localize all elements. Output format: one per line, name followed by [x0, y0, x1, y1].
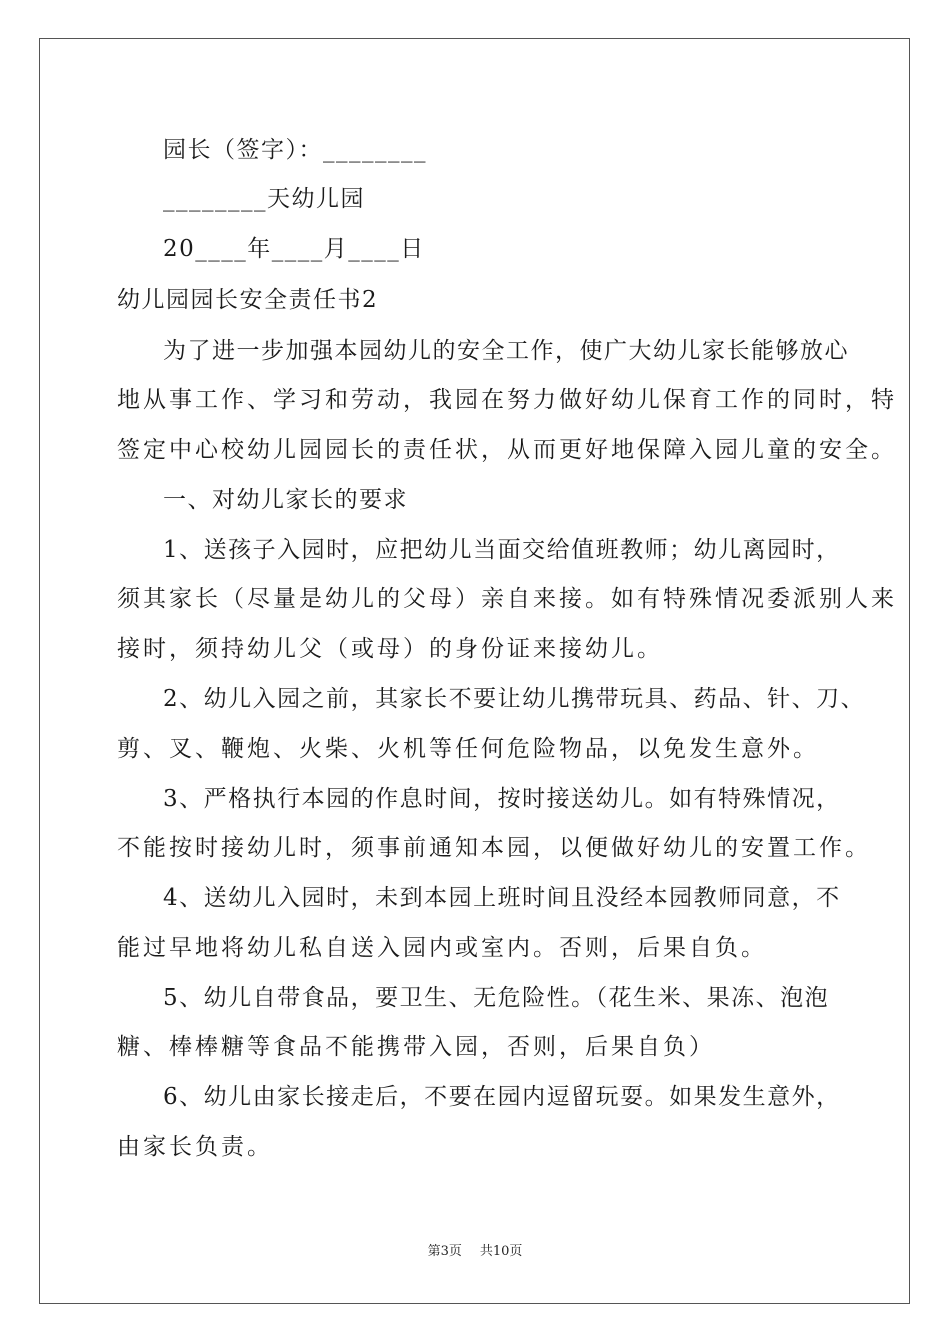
- page-number: 第3页: [427, 1244, 462, 1259]
- intro-line-1: 为了进一步加强本园幼儿的安全工作，使广大幼儿家长能够放心: [163, 338, 849, 364]
- intro-line-2: 地从事工作、学习和劳动，我园在努力做好幼儿保育工作的同时，特: [117, 387, 897, 413]
- page-border: [39, 38, 910, 1304]
- item-3-line-1: 3、严格执行本园的作息时间，按时接送幼儿。如有特殊情况，: [163, 786, 841, 812]
- item-5-line-2: 糖、棒棒糖等食品不能携带入园，否则，后果自负）: [117, 1034, 715, 1060]
- item-5-line-1: 5、幼儿自带食品，要卫生、无危险性。（花生米、果冻、泡泡: [163, 985, 830, 1011]
- item-1-line-1: 1、送孩子入园时，应把幼儿当面交给值班教师；幼儿离园时，: [163, 537, 841, 563]
- kindergarten-name-line: ________天幼儿园: [163, 186, 365, 212]
- item-6-line-1: 6、幼儿由家长接走后，不要在园内逗留玩耍。如果发生意外，: [163, 1084, 841, 1110]
- document-title: 幼儿园园长安全责任书2: [117, 287, 379, 313]
- item-2-line-2: 剪、叉、鞭炮、火柴、火机等任何危险物品，以免发生意外。: [117, 736, 819, 762]
- item-3-line-2: 不能按时接幼儿时，须事前通知本园，以便做好幼儿的安置工作。: [117, 835, 871, 861]
- date-line: 20____年____月____日: [163, 236, 425, 262]
- item-4-line-1: 4、送幼儿入园时，未到本园上班时间且没经本园教师同意，不: [163, 885, 841, 911]
- page-total: 共10页: [479, 1244, 523, 1259]
- item-1-line-2: 须其家长（尽量是幼儿的父母）亲自来接。如有特殊情况委派别人来: [117, 586, 897, 612]
- item-1-line-3: 接时，须持幼儿父（或母）的身份证来接幼儿。: [117, 636, 663, 662]
- item-6-line-2: 由家长负责。: [117, 1134, 273, 1160]
- principal-signature-line: 园长（签字）：________: [163, 137, 427, 163]
- page-footer: [0, 1244, 950, 1260]
- intro-line-3: 签定中心校幼儿园园长的责任状，从而更好地保障入园儿童的安全。: [117, 437, 897, 463]
- section-heading: 一、对幼儿家长的要求: [163, 487, 408, 513]
- item-4-line-2: 能过早地将幼儿私自送入园内或室内。否则，后果自负。: [117, 935, 767, 961]
- item-2-line-1: 2、幼儿入园之前，其家长不要让幼儿携带玩具、药品、针、刀、: [163, 686, 866, 712]
